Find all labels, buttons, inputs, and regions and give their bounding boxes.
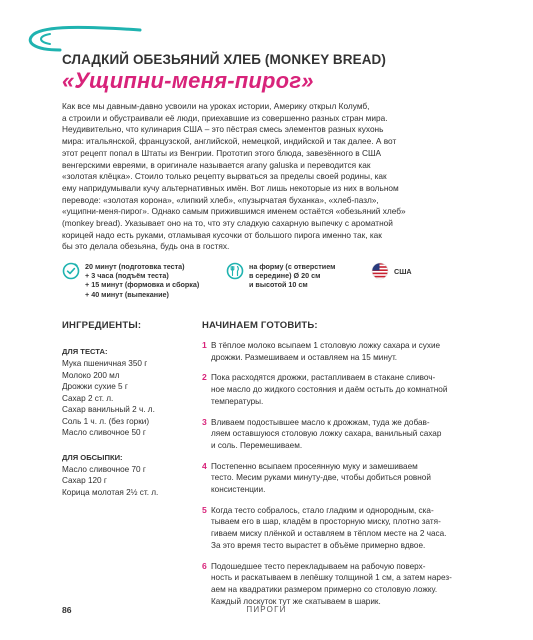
step-1	[202, 340, 502, 363]
step-line: Пока расходятся дрожжи, растапливаем в стакане сливоч-	[211, 373, 436, 383]
step-line: В тёплое молоко всыпаем 1 столовую ложку сахара и сухие	[211, 341, 441, 350]
intro-line: корицей надо есть руками, отламывая кусочки от большого пирога именно так, как	[62, 229, 382, 240]
step-number: 1	[202, 340, 207, 350]
intro-line: (monkey bread). Указывает оно на то, что эту сладкую сахарную выпечку с ароматной	[62, 218, 393, 229]
ingredient-item: Масло сливочное 50 г	[62, 428, 146, 437]
step-text	[211, 372, 447, 407]
step-line: температуры.	[211, 396, 264, 406]
ingredient-item: Мука пшеничная 350 г	[62, 359, 148, 368]
ingredient-item: Сахар 2 ст. л.	[62, 393, 114, 403]
step-line: Каждый лоскуток тут же скатываем в шарик.	[211, 596, 381, 606]
dough-title: ДЛЯ ТЕСТА:	[62, 347, 108, 356]
step-text	[211, 417, 441, 452]
step-line: консистенции.	[211, 485, 266, 495]
step-number: 6	[202, 560, 207, 571]
intro-line: венгерскими евреями, в оригинале называется aranу galuska и переводится как	[62, 159, 371, 170]
step-text	[211, 340, 440, 363]
step-line: ное масло до жидкого состояния и даём остыть до комнатной	[211, 385, 448, 395]
time-line: + 3 часа (подъём теста)	[85, 271, 169, 281]
step-6	[202, 561, 502, 608]
form-text	[249, 262, 335, 290]
intro-line: бы это делала обезьяна, будь она в гостях.	[62, 241, 230, 252]
step-number: 4	[202, 460, 207, 471]
time-text	[85, 262, 199, 299]
step-line: ность и раскатываем в лепёшку толщиной 1 см, а затем нарез-	[211, 573, 452, 583]
steps-heading: НАЧИНАЕМ ГОТОВИТЬ:	[202, 320, 318, 331]
step-text	[211, 505, 446, 552]
step-line: За это время тесто вырастет в объёме примерно вдвое.	[211, 540, 426, 550]
step-line: гиваем миску плёнкой и оставляем в тёплом месте на 2 часа.	[211, 529, 447, 539]
time-line: + 40 минут (выпекание)	[85, 289, 169, 299]
step-line: и соль. Перемешиваем.	[211, 440, 303, 450]
recipe-subtitle: СЛАДКИЙ ОБЕЗЬЯНИЙ ХЛЕБ (MONKEY BREAD)	[62, 52, 387, 67]
step-text	[211, 561, 452, 608]
step-number: 3	[202, 416, 207, 427]
time-line: + 15 минут (формовка и сборка)	[85, 280, 200, 290]
step-3	[202, 417, 502, 452]
running-head: ПИРОГИ	[246, 605, 287, 614]
ingredient-item: Соль 1 ч. л. (без горки)	[62, 416, 150, 426]
page-number: 86	[62, 605, 72, 615]
step-line: дрожжи. Размешиваем и оставляем на 15 минут.	[211, 352, 398, 362]
coating-title: ДЛЯ ОБСЫПКИ:	[62, 452, 123, 462]
intro-line: «ущипни-меня-пирог». Однако самым прижившимся именем остаётся «обезьяний хлеб»	[62, 206, 406, 217]
time-line: 20 минут (подготовка теста)	[85, 262, 185, 271]
recipe-title: «Ущипни-меня-пирог»	[62, 68, 314, 93]
step-line: аем на квадратики размером примерно со столовую ложку.	[211, 584, 438, 594]
intro-line: переводе: «золотая корона», «липкий хлеб», «пузырчатая буханка», «хлеб-пазл»,	[62, 194, 379, 205]
step-line: Постепенно всыпаем просеянную муку и замешиваем	[211, 461, 418, 471]
form-line: в середине) Ø 20 см	[249, 271, 321, 281]
usa-flag-icon	[371, 262, 389, 280]
recipe-info-row	[0, 262, 533, 312]
step-line: тесто. Месим руками минуту-две, чтобы добиться ровной	[211, 473, 431, 483]
intro-line: Как все мы давным-давно усвоили на уроках истории, Америку открыл Колумб,	[62, 101, 370, 111]
form-info	[226, 262, 335, 290]
intro-line: а строили и обустраивали её люди, приехавшие из совершенно разных стран мира.	[62, 112, 388, 123]
ingredients-heading: ИНГРЕДИЕНТЫ:	[62, 320, 142, 331]
step-2	[202, 372, 502, 407]
step-number: 2	[202, 372, 207, 383]
step-line: Подошедшее тесто перекладываем на рабочую поверх-	[211, 561, 426, 571]
ingredient-item: Корица молотая 2½ ст. л.	[62, 487, 159, 497]
step-line: Когда тесто собралось, стало гладким и однородным, ска-	[211, 505, 434, 515]
form-line: на форму (с отверстием	[249, 262, 336, 271]
ingredient-item: Дрожжи сухие 5 г	[62, 382, 128, 391]
intro-line: мира: итальянской, французской, английской, немецкой, индийской и так далее. А вот	[62, 136, 397, 147]
country-label: США	[394, 267, 412, 276]
ingredients-column	[62, 320, 187, 498]
fork-knife-icon	[226, 262, 244, 280]
clock-check-icon	[62, 262, 80, 280]
intro-line: «золотая клёцка». Стоило только рецепту вырваться за пределы своей родины, как	[62, 171, 387, 182]
ingredient-item: Сахар 120 г	[62, 476, 107, 485]
country-info	[371, 262, 412, 280]
step-text	[211, 461, 431, 496]
ingredient-item: Молоко 200 мл	[62, 370, 120, 380]
intro-line: Неудивительно, что кулинария США – это пёстрая смесь элементов разных кухонь	[62, 124, 384, 135]
ingredient-item: Сахар ванильный 2 ч. л.	[62, 405, 155, 414]
intro-line: ему напридумывали кучу альтернативных имён. Вот лишь некоторые из них в вольном	[62, 182, 399, 193]
intro-line: этот рецепт попал в Штаты из Венгрии. Прототип этого блюда, завезённого в США	[62, 147, 382, 158]
intro-text	[62, 101, 482, 253]
time-info	[62, 262, 199, 299]
step-line: Вливаем подостывшее масло к дрожжам, туда же добав-	[211, 417, 430, 427]
step-number: 5	[202, 504, 207, 515]
step-4	[202, 461, 502, 496]
ingredient-item: Масло сливочное 70 г	[62, 464, 146, 474]
steps-column	[202, 320, 502, 607]
steps-list	[202, 340, 502, 607]
step-5	[202, 505, 502, 552]
form-line: и высотой 10 см	[249, 280, 308, 290]
step-line: тываем его в шар, кладём в просторную миску, плотно затя-	[211, 517, 441, 527]
step-line: ляем оставшуюся столовую ложку сахара, ванильный сахар	[211, 429, 442, 439]
